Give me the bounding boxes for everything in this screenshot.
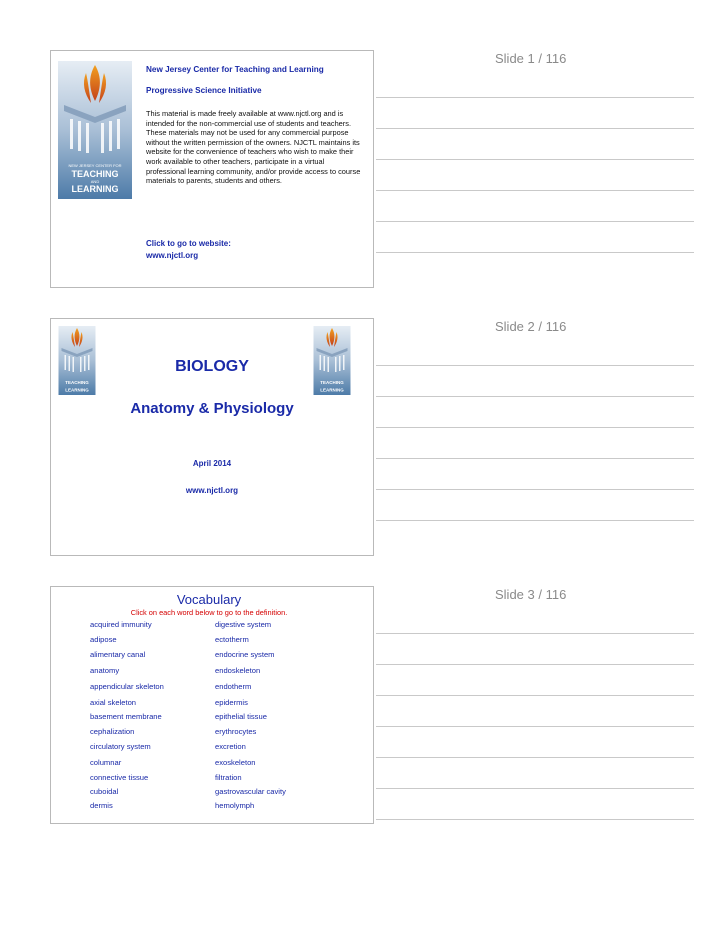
note-line: [376, 97, 694, 98]
logo-line4: LEARNING: [71, 184, 119, 194]
slide-2: [50, 318, 374, 556]
note-line: [376, 396, 694, 397]
note-line: [376, 819, 694, 820]
vocab-word[interactable]: gastrovascular cavity: [215, 787, 286, 796]
note-line: [376, 633, 694, 634]
note-line: [376, 190, 694, 191]
slide-3-title: Vocabulary: [176, 592, 242, 607]
vocab-word[interactable]: endoskeleton: [215, 666, 261, 675]
note-line: [376, 664, 694, 665]
logo-line1: NEW JERSEY CENTER FOR: [68, 163, 122, 168]
vocab-word[interactable]: dermis: [90, 801, 113, 810]
logo-left-line4: LEARNING: [65, 387, 89, 393]
logo-line3: AND: [90, 179, 100, 184]
note-line: [376, 458, 694, 459]
note-line: [376, 159, 694, 160]
slide-2-url[interactable]: www.njctl.org: [185, 486, 239, 495]
vocab-word[interactable]: epithelial tissue: [215, 712, 267, 721]
vocab-word[interactable]: erythrocytes: [215, 727, 257, 736]
slide-1-label: Slide 1 / 116: [495, 51, 567, 66]
note-line: [376, 221, 694, 222]
slide-2-title: BIOLOGY: [175, 358, 249, 375]
vocab-word[interactable]: exoskeleton: [215, 758, 256, 767]
njctl-logo: [58, 61, 132, 199]
vocab-word[interactable]: circulatory system: [90, 742, 151, 751]
note-line: [376, 788, 694, 789]
vocab-word[interactable]: excretion: [215, 742, 246, 751]
njctl-logo-graphic: [58, 61, 132, 199]
vocab-word[interactable]: filtration: [215, 773, 242, 782]
note-line: [376, 489, 694, 490]
logo-left-line2: TEACHING: [65, 380, 89, 385]
slide-1-body: This material is made freely available at www.njctl.org and is intended for the non-commercial use of students and teachers. These materials may not be used for any commercial purpose without the written permission of the owners. NJCTL maintains its website for the convenience of teachers who wish to make their work available to other teachers, participate in a virtual professional learning community, and/or provide access to course materials to parents, students and others.: [146, 109, 361, 186]
website-link-prompt: Click to go to website:: [146, 239, 231, 248]
vocab-word[interactable]: endotherm: [215, 682, 252, 691]
vocab-word[interactable]: digestive system: [215, 620, 272, 629]
vocab-word[interactable]: anatomy: [90, 666, 120, 675]
note-line: [376, 252, 694, 253]
logo-right-line2: TEACHING: [320, 380, 344, 385]
website-link[interactable]: [146, 238, 231, 262]
vocab-word[interactable]: adipose: [90, 635, 117, 644]
vocab-word[interactable]: hemolymph: [215, 801, 255, 810]
slide-2-label: Slide 2 / 116: [495, 319, 567, 334]
slide-2-subtitle: Anatomy & Physiology: [130, 400, 294, 417]
note-line: [376, 726, 694, 727]
note-line: [376, 757, 694, 758]
vocab-word[interactable]: endocrine system: [215, 650, 275, 659]
logo-line2: TEACHING: [71, 169, 119, 179]
logo-right-line4: LEARNING: [320, 387, 344, 393]
vocab-word[interactable]: alimentary canal: [90, 650, 146, 659]
slide-3-label: Slide 3 / 116: [495, 587, 567, 602]
note-line: [376, 427, 694, 428]
slide-1-title: New Jersey Center for Teaching and Learning: [146, 65, 324, 74]
vocab-word[interactable]: ectotherm: [215, 635, 249, 644]
vocab-word[interactable]: connective tissue: [90, 773, 149, 782]
slide-3-instruction: Click on each word below to go to the definition.: [130, 608, 288, 617]
vocab-word[interactable]: columnar: [90, 758, 122, 767]
vocab-word[interactable]: basement membrane: [90, 712, 162, 721]
vocab-word[interactable]: acquired immunity: [90, 620, 152, 629]
vocab-word[interactable]: epidermis: [215, 698, 248, 707]
note-line: [376, 128, 694, 129]
slide-1: [50, 50, 374, 288]
vocab-word[interactable]: cephalization: [90, 727, 135, 736]
slide-1-subtitle: Progressive Science Initiative: [146, 86, 262, 95]
note-line: [376, 520, 694, 521]
slide-3: [50, 586, 374, 824]
vocab-word[interactable]: cuboidal: [90, 787, 119, 796]
vocab-word[interactable]: axial skeleton: [90, 698, 137, 707]
website-link-url: www.njctl.org: [146, 251, 199, 260]
note-line: [376, 695, 694, 696]
note-line: [376, 365, 694, 366]
slide-2-date: April 2014: [192, 459, 232, 468]
vocab-word[interactable]: appendicular skeleton: [90, 682, 164, 691]
